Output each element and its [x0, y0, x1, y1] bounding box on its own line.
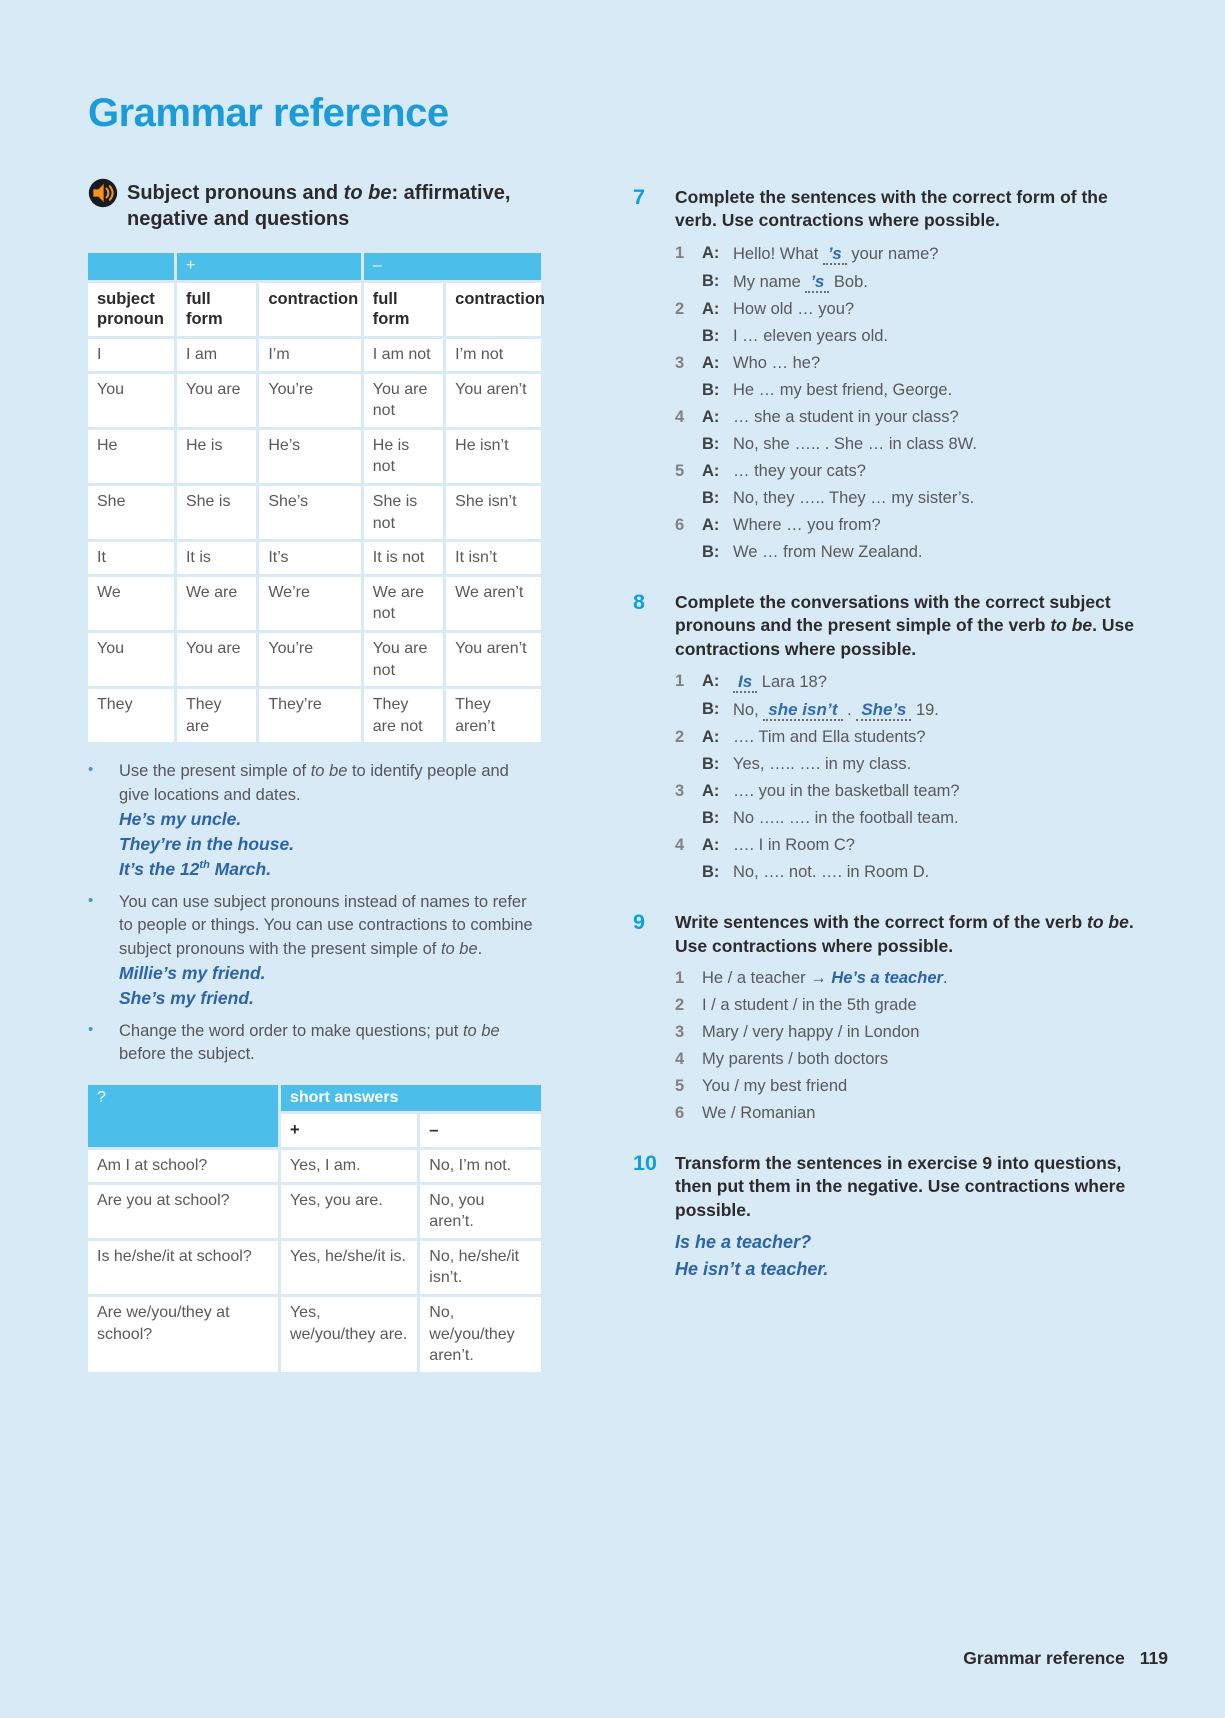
dialogue-item: [675, 724, 1145, 778]
prompt-item: [675, 1100, 1145, 1127]
handwritten-answer: ’s: [823, 244, 847, 265]
speaker-label: A:: [702, 836, 720, 855]
table-cell: She is not: [364, 486, 443, 539]
pronouns-table-column-header: [88, 283, 541, 336]
table-cell: Am I at school?: [88, 1150, 278, 1182]
dialogue-line-a: [675, 778, 1145, 805]
example-sentence: Is he a teacher?: [675, 1231, 812, 1252]
dialogue-text: No, she isn’t . She’s 19.: [733, 699, 939, 719]
speaker-label: A:: [702, 727, 720, 746]
table-cell: You are not: [364, 374, 443, 427]
dialogue-text: Yes, ….. …. in my class.: [733, 755, 912, 774]
table-row: [88, 430, 541, 483]
speaker-label: B:: [702, 380, 720, 399]
questions-table-group-header: [88, 1085, 541, 1112]
speaker-label: A:: [702, 243, 720, 262]
table-row: [88, 542, 541, 574]
table-row: [88, 374, 541, 427]
dialogue-text: Is Lara 18?: [733, 668, 1145, 696]
bullet-marker: •: [88, 891, 94, 909]
handwritten-answer: Is: [733, 672, 757, 693]
table-row: [88, 486, 541, 539]
item-number: 2: [675, 995, 685, 1014]
prompt-text: He / a teacher → He’s a teacher.: [702, 968, 948, 987]
prompt-item: [675, 1046, 1145, 1073]
table-row: [88, 689, 541, 742]
prompt-text: I / a student / in the 5th grade: [702, 995, 917, 1014]
speaker-label: A:: [702, 461, 720, 480]
table-cell: She’s: [259, 486, 360, 539]
table-cell: We are: [177, 577, 256, 630]
speaker-label: A:: [702, 299, 720, 318]
table-cell: I’m not: [446, 339, 541, 371]
right-column: [633, 186, 1145, 1308]
dialogue-line-a: [675, 724, 1145, 751]
example-sentence: Millie’s my friend.: [119, 963, 266, 983]
exercise-instruction: Complete the conversations with the correct subject pronouns and the present simple of the verb to be. Use contractions where possible.: [675, 592, 1134, 659]
dialogue-text: … they your cats?: [733, 461, 866, 480]
table-row: [88, 1297, 541, 1372]
table-cell: We are not: [364, 577, 443, 630]
dialogue-line-a: [675, 668, 1145, 696]
note-bullet: [88, 760, 541, 881]
questions-table: [85, 1082, 544, 1375]
table-cell: No, I’m not.: [420, 1150, 541, 1182]
item-number: 5: [675, 461, 685, 480]
section-title: Subject pronouns and to be: affirmative, negative and questions: [127, 182, 511, 230]
dialogue-item: [675, 404, 1145, 458]
table-cell: I am not: [364, 339, 443, 371]
item-number-spacer: [675, 323, 702, 350]
page-title: Grammar reference: [88, 90, 449, 135]
exercise-instruction: Transform the sentences in exercise 9 into questions, then put them in the negative. Use contractions where possible.: [675, 1153, 1126, 1220]
table-cell: We: [88, 577, 174, 630]
dialogue-item: [675, 296, 1145, 350]
dialogue-text: No, …. not. …. in Room D.: [733, 863, 930, 882]
dialogue-text: We … from New Zealand.: [733, 543, 923, 562]
dialogue-line-a: [675, 350, 1145, 377]
table-cell: They’re: [259, 689, 360, 742]
affirmative-sign: +: [281, 1114, 417, 1147]
dialogue-text: No ….. …. in the football team.: [733, 809, 959, 828]
dialogue-text: …. I in Room C?: [733, 836, 855, 855]
item-number: 6: [675, 516, 685, 534]
audio-speaker-icon: [88, 178, 118, 215]
dialogue-line-a: [675, 240, 1145, 268]
exercise-9: [633, 911, 1145, 1127]
prompt-item: [675, 965, 1145, 992]
dialogue-line-a: [675, 404, 1145, 431]
item-number: 4: [675, 407, 685, 426]
dialogue-item: [675, 512, 1145, 566]
dialogue-line-a: [675, 458, 1145, 485]
speaker-label: B:: [702, 271, 720, 290]
dialogue-text: He … my best friend, George.: [733, 380, 953, 399]
column-header: full form: [364, 283, 443, 336]
example-sentence: She’s my friend.: [119, 987, 254, 1008]
dialogue-text: How old … you?: [733, 299, 855, 318]
dialogue-item: [675, 778, 1145, 832]
item-number: 2: [675, 727, 685, 746]
pronouns-table: [85, 250, 544, 745]
item-number-spacer: [675, 696, 702, 724]
note-text: Use the present simple of to be to identify people and give locations and dates. He’s my uncle. They’re in the house. It’s the 12th March.: [119, 760, 541, 881]
dialogue-text: Hello! What ’s your name?: [733, 243, 939, 263]
speaker-label: B:: [702, 326, 720, 345]
table-cell: You are: [177, 374, 256, 427]
column-header: subject pronoun: [88, 283, 174, 336]
table-row: [88, 633, 541, 686]
dialogue-text: … she a student in your class?: [733, 407, 959, 426]
exercise-7: [633, 186, 1145, 566]
dialogue-item: [675, 668, 1145, 724]
table-cell: No, we/you/they aren’t.: [420, 1297, 541, 1372]
bullet-marker: •: [88, 1020, 94, 1038]
table-cell: It’s: [259, 542, 360, 574]
speaker-label: A:: [702, 407, 720, 426]
table-row: [88, 577, 541, 630]
dialogue-line-b: [675, 323, 1145, 350]
item-number: 3: [675, 782, 685, 801]
table-cell: She is: [177, 486, 256, 539]
table-cell: You’re: [259, 633, 360, 686]
speaker-label: B:: [702, 755, 720, 774]
item-number: 3: [675, 1022, 685, 1041]
table-cell: I am: [177, 339, 256, 371]
prompt-item: [675, 992, 1145, 1019]
bullet-marker: •: [88, 761, 94, 779]
table-cell: He is: [177, 430, 256, 483]
handwritten-answer: ’s: [805, 272, 829, 293]
item-number: 1: [675, 968, 685, 987]
column-header: contraction: [446, 283, 541, 336]
dialogue-line-b: [675, 431, 1145, 458]
table-cell: Are you at school?: [88, 1185, 278, 1238]
prompt-text: We / Romanian: [702, 1104, 816, 1123]
table-cell: It isn’t: [446, 542, 541, 574]
table-cell: Is he/she/it at school?: [88, 1241, 278, 1294]
table-row: [88, 1185, 541, 1238]
table-cell: He’s: [259, 430, 360, 483]
table-cell: We aren’t: [446, 577, 541, 630]
dialogue-line-b: [675, 859, 1145, 886]
negative-sign: –: [420, 1114, 541, 1147]
handwritten-answer: She’s: [856, 700, 911, 721]
pronouns-table-group-header: [88, 253, 541, 280]
example-answer: He’s a teacher: [831, 968, 943, 987]
item-number: 6: [675, 1104, 685, 1123]
dialogue-text: No, they ….. They … my sister’s.: [733, 488, 975, 507]
table-cell: It is not: [364, 542, 443, 574]
dialogue-text: …. Tim and Ella students?: [733, 727, 926, 746]
table-row: [88, 1150, 541, 1182]
column-header: contraction: [259, 283, 360, 336]
dialogue-text: …. you in the basketball team?: [733, 782, 960, 801]
table-cell: No, he/she/it isn’t.: [420, 1241, 541, 1294]
prompt-text: My parents / both doctors: [702, 1049, 889, 1068]
dialogue-line-a: [675, 512, 1145, 539]
page-number: 119: [1139, 1648, 1168, 1668]
exercise-8: [633, 591, 1145, 886]
table-cell: You are not: [364, 633, 443, 686]
table-cell: No, you aren’t.: [420, 1185, 541, 1238]
dialogue-line-b: [675, 377, 1145, 404]
dialogue-line-b: [675, 485, 1145, 512]
prompt-text: You / my best friend: [702, 1076, 848, 1095]
negative-header: –: [364, 253, 541, 280]
dialogue-line-a: [675, 296, 1145, 323]
corner-cell: [88, 253, 174, 280]
section-heading: [88, 180, 541, 232]
table-cell: They: [88, 689, 174, 742]
dialogue-line-b: [675, 268, 1145, 296]
item-number-spacer: [675, 377, 702, 404]
table-cell: I: [88, 339, 174, 371]
example-sentence: He’s my uncle.: [119, 809, 242, 830]
table-cell: Yes, I am.: [281, 1150, 417, 1182]
speaker-label: B:: [702, 434, 720, 453]
dialogue-text: My name ’s Bob.: [733, 271, 868, 291]
table-cell: She isn’t: [446, 486, 541, 539]
footer-label: Grammar reference: [963, 1648, 1125, 1668]
table-cell: He isn’t: [446, 430, 541, 483]
item-number-spacer: [675, 539, 702, 566]
example-sentence: It’s the 12th March.: [119, 858, 272, 879]
note-text: You can use subject pronouns instead of names to refer to people or things. You can use contractions to combine subject pronouns with the present simple of to be. Millie’s my friend. She’s my friend.: [119, 891, 541, 1011]
dialogue-text: Who … he?: [733, 353, 821, 372]
exercise-10: [633, 1152, 1145, 1283]
item-number-spacer: [675, 431, 702, 458]
left-column: [88, 180, 545, 1375]
note-bullet: [88, 891, 541, 1011]
speaker-label: A:: [702, 516, 720, 534]
item-number-spacer: [675, 859, 702, 886]
dialogue-text: I … eleven years old.: [733, 326, 888, 345]
table-cell: He: [88, 430, 174, 483]
affirmative-header: +: [177, 253, 361, 280]
example-sentence: He isn’t a teacher.: [675, 1258, 829, 1279]
column-header: full form: [177, 283, 256, 336]
table-cell: They are: [177, 689, 256, 742]
table-cell: We’re: [259, 577, 360, 630]
prompt-item: [675, 1019, 1145, 1046]
item-number: 4: [675, 1049, 685, 1068]
prompt-item: [675, 1073, 1145, 1100]
prompt-text: Mary / very happy / in London: [702, 1022, 920, 1041]
dialogue-text: No, she ….. . She … in class 8W.: [733, 434, 977, 453]
dialogue-line-b: [675, 805, 1145, 832]
speaker-label: A:: [702, 671, 720, 690]
item-number-spacer: [675, 751, 702, 778]
table-cell: It is: [177, 542, 256, 574]
table-cell: You are: [177, 633, 256, 686]
item-number: 1: [675, 243, 685, 262]
dialogue-item: [675, 240, 1145, 296]
speaker-label: A:: [702, 782, 720, 801]
item-number-spacer: [675, 805, 702, 832]
table-row: [88, 339, 541, 371]
table-cell: She: [88, 486, 174, 539]
question-header: ?: [88, 1085, 278, 1147]
example-sentence: They’re in the house.: [119, 834, 295, 855]
note-text: Change the word order to make questions; put to be before the subject.: [119, 1021, 500, 1064]
speaker-label: B:: [702, 863, 720, 882]
dialogue-line-b: [675, 751, 1145, 778]
table-cell: Are we/you/they at school?: [88, 1297, 278, 1372]
table-cell: Yes, we/you/they are.: [281, 1297, 417, 1372]
exercise-instruction: Write sentences with the correct form of the verb to be. Use contractions where possible.: [675, 912, 1134, 956]
table-cell: They are not: [364, 689, 443, 742]
handwritten-answer: she isn’t: [763, 700, 842, 721]
item-number: 1: [675, 671, 685, 690]
grammar-notes: [88, 760, 541, 1066]
table-cell: You: [88, 633, 174, 686]
page-footer: [963, 1648, 1168, 1669]
exercise-number: 7: [633, 185, 645, 209]
note-bullet: [88, 1020, 541, 1067]
exercise-number: 10: [633, 1151, 657, 1176]
speaker-label: B:: [702, 699, 720, 718]
table-cell: Yes, he/she/it is.: [281, 1241, 417, 1294]
table-row: [88, 1241, 541, 1294]
exercise-instruction: Complete the sentences with the correct form of the verb. Use contractions where possible.: [675, 187, 1108, 231]
item-number: 5: [675, 1076, 685, 1095]
item-number-spacer: [675, 485, 702, 512]
dialogue-item: [675, 458, 1145, 512]
exercise-number: 8: [633, 590, 645, 615]
short-answers-header: short answers: [281, 1085, 541, 1112]
item-number: 3: [675, 353, 685, 372]
dialogue-item: [675, 832, 1145, 886]
table-cell: It: [88, 542, 174, 574]
dialogue-line-b: [675, 696, 1145, 724]
item-number-spacer: [675, 268, 702, 296]
speaker-label: A:: [702, 353, 720, 372]
table-cell: He is not: [364, 430, 443, 483]
exercise-number: 9: [633, 910, 645, 935]
speaker-label: B:: [702, 543, 720, 562]
table-cell: You aren’t: [446, 374, 541, 427]
table-cell: They aren’t: [446, 689, 541, 742]
speaker-label: B:: [702, 809, 720, 828]
dialogue-line-b: [675, 539, 1145, 566]
dialogue-item: [675, 350, 1145, 404]
item-number: 2: [675, 299, 685, 318]
table-cell: You: [88, 374, 174, 427]
table-cell: I’m: [259, 339, 360, 371]
speaker-label: B:: [702, 488, 720, 507]
table-cell: You’re: [259, 374, 360, 427]
dialogue-text: Where … you from?: [733, 516, 881, 534]
item-number: 4: [675, 836, 685, 855]
dialogue-line-a: [675, 832, 1145, 859]
table-cell: You aren’t: [446, 633, 541, 686]
table-cell: Yes, you are.: [281, 1185, 417, 1238]
